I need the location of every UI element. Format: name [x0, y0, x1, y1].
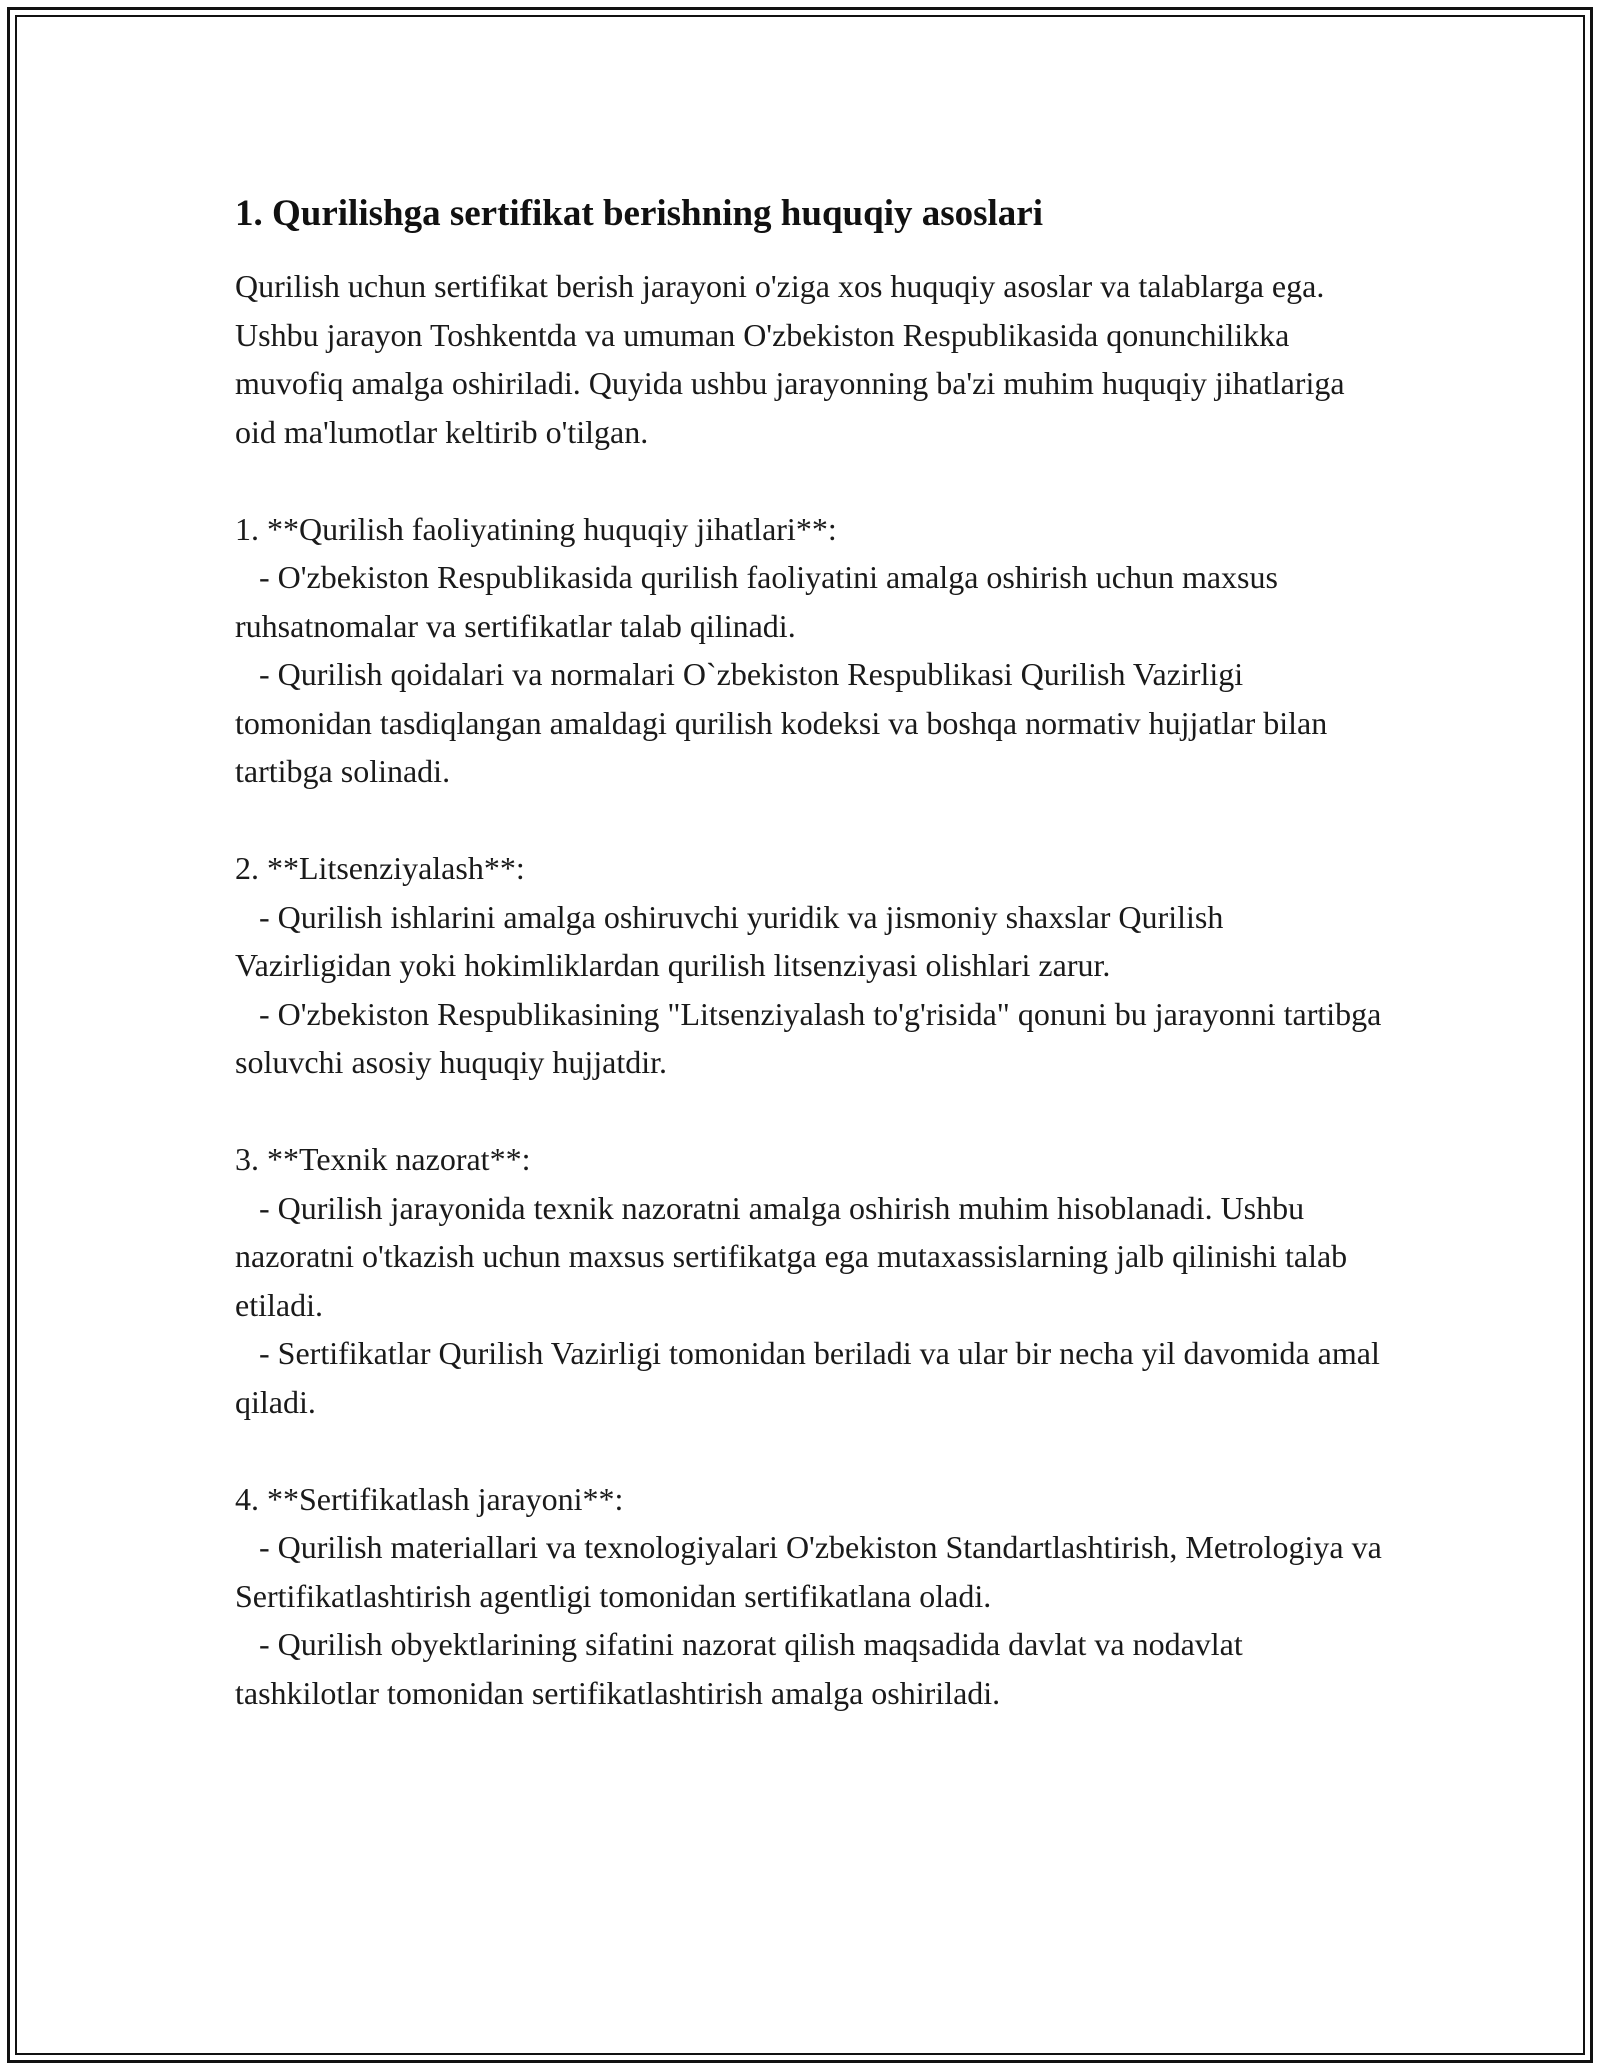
- document-title: 1. Qurilishga sertifikat berishning huquqiy asoslari: [235, 193, 1044, 234]
- document-content: [235, 188, 1385, 1717]
- document-body-text: Qurilish uchun sertifikat berish jarayoni o'ziga xos huquqiy asoslar va talablarga ega. Ushbu jarayon Toshkentda va umuman O'zbekiston Respublikasida qonunchilikka muvofiq amalga oshiriladi. Quyida ushbu jarayonning ba'zi muhim huquqiy jihatlariga oid ma'lumotlar keltirib o'tilgan. 1. **Qurilish faoliyatining huquqiy jihatlari**: - O'zbekiston Respublikasida qurilish faoliyatini amalga oshirish uchun maxsus ruhsatnomalar va sertifikatlar talab qilinadi. - Qurilish qoidalari va normalari O`zbekiston Respublikasi Qurilish Vazirligi tomonidan tasdiqlangan amaldagi qurilish kodeksi va boshqa normativ hujjatlar bilan tartibga solinadi. 2. **Litsenziyalash**: - Qurilish ishlarini amalga oshiruvchi yuridik va jismoniy shaxslar Qurilish Vazirligidan yoki hokimliklardan qurilish litsenziyasi olishlari zarur. - O'zbekiston Respublikasining "Litsenziyalash to'g'risida" qonuni bu jarayonni tartibga soluvchi asosiy huquqiy hujjatdir. 3. **Texnik nazorat**: - Qurilish jarayonida texnik nazoratni amalga oshirish muhim hisoblanadi. Ushbu nazoratni o'tkazish uchun maxsus sertifikatga ega mutaxassislarning jalb qilinishi talab etiladi. - Sertifikatlar Qurilish Vazirligi tomonidan beriladi va ular bir necha yil davomida amal qiladi. 4. **Sertifikatlash jarayoni**: - Qurilish materiallari va texnologiyalari O'zbekiston Standartlashtirish, Metrologiya va Sertifikatlashtirish agentligi tomonidan sertifikatlana oladi. - Qurilish obyektlarining sifatini nazorat qilish maqsadida davlat va nodavlat tashkilotlar tomonidan sertifikatlashtirish amalga oshiriladi.: [235, 268, 1382, 1711]
